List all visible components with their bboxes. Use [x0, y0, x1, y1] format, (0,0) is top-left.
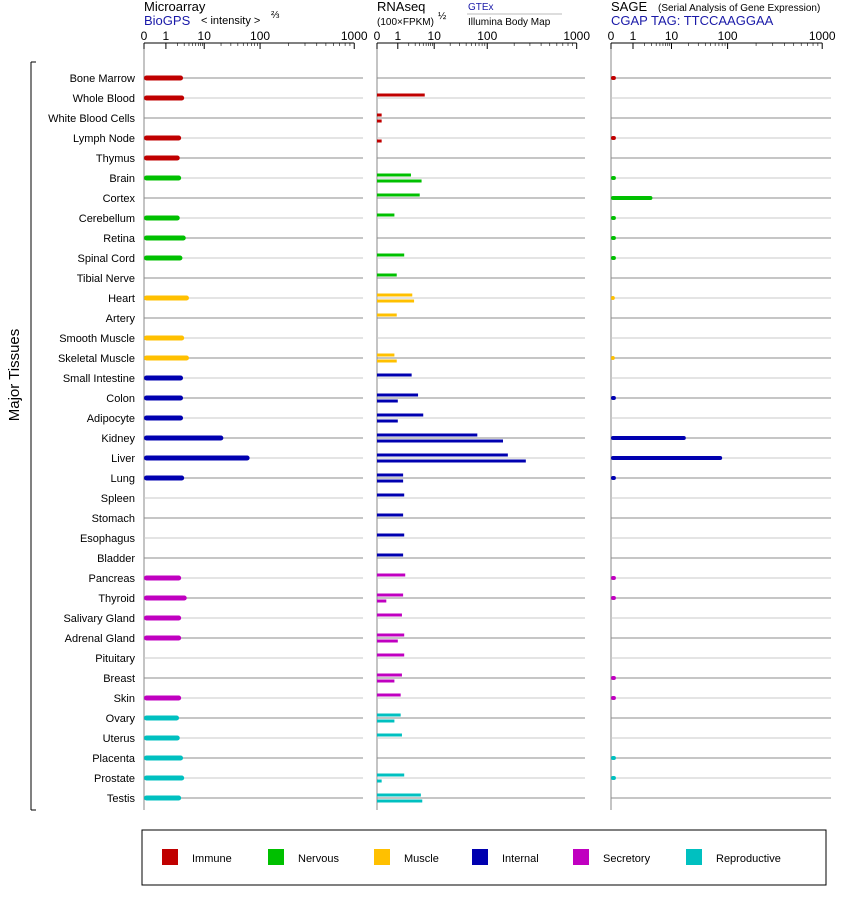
bar-rnaseq-illumina: [377, 720, 394, 723]
bar-microarray: [144, 216, 180, 221]
bar-microarray: [144, 716, 179, 721]
bar-microarray: [144, 596, 187, 601]
bar-rnaseq-gtex: [377, 414, 423, 417]
bar-microarray: [144, 236, 186, 241]
bar-rnaseq-gtex: [377, 774, 404, 777]
legend-label: Muscle: [404, 853, 439, 865]
bar-sage: [611, 776, 616, 780]
bar-sage: [611, 196, 652, 200]
rnaseq-tick-label: 10: [427, 29, 441, 43]
bar-microarray: [144, 576, 181, 581]
bar-rnaseq-illumina: [377, 180, 422, 183]
microarray-tick-label: 100: [250, 29, 271, 43]
axes: [141, 29, 836, 810]
bar-rnaseq-gtex: [377, 674, 402, 677]
tissue-label: Spinal Cord: [77, 253, 135, 265]
rnaseq-source-illumina: Illumina Body Map: [468, 17, 551, 28]
bar-rnaseq-gtex: [377, 654, 404, 657]
rnaseq-unit-label: (100×FPKM): [377, 17, 434, 28]
bar-rnaseq-gtex: [377, 174, 411, 177]
legend-label: Internal: [502, 853, 539, 865]
bar-rnaseq-gtex: [377, 294, 412, 297]
legend: [142, 830, 826, 885]
bar-microarray: [144, 96, 184, 101]
legend-swatch: [374, 849, 390, 865]
bar-sage: [611, 476, 616, 480]
bar-rnaseq-gtex: [377, 734, 402, 737]
tissue-label: Prostate: [94, 773, 135, 785]
bar-microarray: [144, 356, 189, 361]
bar-rnaseq-gtex: [377, 274, 397, 277]
bar-rnaseq-gtex: [377, 634, 404, 637]
rnaseq-tick-label: 0: [373, 29, 381, 43]
microarray-tick-label: 10: [197, 29, 211, 43]
bar-microarray: [144, 476, 184, 481]
bar-sage: [611, 76, 616, 80]
tissue-label: Colon: [106, 393, 135, 405]
tissue-label: Whole Blood: [72, 93, 135, 105]
rnaseq-header: [377, 0, 562, 28]
bar-rnaseq-illumina: [377, 640, 398, 643]
tissue-label: Adrenal Gland: [64, 633, 135, 645]
bar-rnaseq-illumina: [377, 420, 398, 423]
tissue-label: Tibial Nerve: [76, 273, 135, 285]
bar-rnaseq-gtex: [377, 594, 403, 597]
bar-rnaseq-gtex: [377, 454, 508, 457]
bar-microarray: [144, 636, 181, 641]
bar-rnaseq-gtex: [377, 794, 421, 797]
sage-tick-label: 10: [664, 29, 679, 43]
rnaseq-title: RNAseq: [377, 0, 426, 14]
sage-tick-label: 0: [607, 29, 615, 43]
bar-rnaseq-gtex: [377, 494, 404, 497]
bar-rnaseq-gtex: [377, 574, 405, 577]
tissue-label: Kidney: [101, 433, 135, 445]
legend-swatch: [573, 849, 589, 865]
tissue-label: Lung: [110, 473, 135, 485]
tissue-label: Artery: [105, 313, 135, 325]
tissue-label: Esophagus: [79, 533, 135, 545]
bar-rnaseq-illumina: [377, 300, 414, 303]
bar-rnaseq-gtex: [377, 354, 394, 357]
tissue-labels: [48, 73, 136, 805]
bar-sage: [611, 756, 616, 760]
bar-microarray: [144, 136, 181, 141]
bar-rnaseq-gtex: [377, 314, 397, 317]
tissue-label: Skin: [113, 693, 135, 705]
bar-microarray: [144, 756, 183, 761]
legend-label: Nervous: [298, 853, 339, 865]
bar-rnaseq-gtex: [377, 434, 477, 437]
sage-header: [611, 0, 820, 28]
bar-microarray: [144, 416, 183, 421]
bar-microarray: [144, 256, 182, 261]
sage-title-note: (Serial Analysis of Gene Expression): [658, 3, 821, 14]
bars: [144, 76, 722, 803]
legend-label: Secretory: [603, 853, 651, 865]
bar-rnaseq-gtex: [377, 94, 425, 97]
tissue-label: Liver: [111, 453, 135, 465]
bar-sage: [611, 256, 616, 260]
tissue-label: Ovary: [105, 713, 135, 725]
bar-rnaseq-illumina: [377, 480, 403, 483]
bar-sage: [611, 136, 616, 140]
microarray-header: [144, 0, 280, 28]
bar-microarray: [144, 436, 223, 441]
bar-sage: [611, 396, 616, 400]
tissue-label: Pancreas: [88, 573, 135, 585]
microarray-tick-label: 1: [162, 29, 170, 43]
rnaseq-tick-label: 100: [477, 29, 498, 43]
bar-sage: [611, 216, 616, 220]
microarray-unit-exponent: ⅔: [271, 10, 280, 21]
bar-rnaseq-illumina: [377, 140, 382, 143]
bar-rnaseq-illumina: [377, 680, 394, 683]
bar-rnaseq-illumina: [377, 600, 386, 603]
bar-rnaseq-illumina: [377, 400, 398, 403]
bar-rnaseq-gtex: [377, 114, 382, 117]
sage-source: CGAP TAG: TTCCAAGGAA: [611, 13, 774, 28]
bar-rnaseq-gtex: [377, 614, 402, 617]
bar-microarray: [144, 776, 184, 781]
row-gridlines: [144, 78, 831, 798]
rnaseq-unit-exponent: ½: [438, 11, 447, 22]
bar-sage: [611, 436, 686, 440]
rnaseq-axis: [374, 29, 591, 810]
bar-microarray: [144, 296, 189, 301]
bar-rnaseq-illumina: [377, 120, 382, 123]
tissue-label: Heart: [108, 293, 135, 305]
bar-microarray: [144, 796, 181, 801]
tissue-label: Stomach: [91, 513, 135, 525]
bar-rnaseq-gtex: [377, 534, 404, 537]
bar-microarray: [144, 176, 181, 181]
bar-sage: [611, 696, 616, 700]
bar-microarray: [144, 456, 250, 461]
sage-tick-label: 1: [629, 29, 637, 43]
rnaseq-source-gtex: GTEx: [468, 2, 494, 13]
tissue-label: Thymus: [95, 153, 135, 165]
bar-rnaseq-gtex: [377, 714, 401, 717]
bar-rnaseq-gtex: [377, 394, 418, 397]
bar-sage: [611, 576, 616, 580]
tissue-label: Skeletal Muscle: [57, 353, 135, 365]
sage-axis: [608, 29, 836, 810]
legend-label: Immune: [192, 853, 232, 865]
tissue-label: Cortex: [102, 193, 135, 205]
tissue-label: Adipocyte: [86, 413, 135, 425]
bar-rnaseq-illumina: [377, 360, 397, 363]
bar-rnaseq-gtex: [377, 514, 403, 517]
bar-rnaseq-gtex: [377, 254, 404, 257]
tissue-label: Pituitary: [95, 653, 135, 665]
bar-rnaseq-gtex: [377, 214, 394, 217]
tissue-label: Testis: [106, 793, 135, 805]
tissue-label: Spleen: [100, 493, 135, 505]
sage-tick-label: 1000: [808, 29, 836, 43]
tissue-label: Breast: [103, 673, 135, 685]
tissue-label: Bone Marrow: [69, 73, 135, 85]
tissue-label: Cerebellum: [78, 213, 135, 225]
bar-microarray: [144, 336, 184, 341]
bar-rnaseq-illumina: [377, 460, 526, 463]
bar-sage: [611, 456, 722, 460]
microarray-title: Microarray: [144, 0, 206, 14]
bar-rnaseq-gtex: [377, 194, 420, 197]
bar-rnaseq-gtex: [377, 474, 403, 477]
legend-swatch: [162, 849, 178, 865]
bar-sage: [611, 236, 616, 240]
legend-label: Reproductive: [716, 853, 781, 865]
tissue-label: Small Intestine: [62, 373, 135, 385]
bar-microarray: [144, 736, 180, 741]
legend-swatch: [268, 849, 284, 865]
sage-tick-label: 100: [717, 29, 738, 43]
group-bracket: [6, 62, 36, 810]
group-label: Major Tissues: [6, 328, 23, 422]
tissue-label: Lymph Node: [73, 133, 135, 145]
bar-rnaseq-gtex: [377, 374, 412, 377]
bar-sage: [611, 596, 616, 600]
legend-swatch: [686, 849, 702, 865]
tissue-label: Bladder: [97, 553, 135, 565]
bar-sage: [611, 676, 616, 680]
microarray-tick-label: 1000: [340, 29, 368, 43]
bar-rnaseq-illumina: [377, 780, 382, 783]
tissue-label: White Blood Cells: [48, 113, 135, 125]
bar-microarray: [144, 76, 183, 81]
tissue-label: Thyroid: [98, 593, 135, 605]
bar-sage: [611, 176, 616, 180]
bar-rnaseq-gtex: [377, 694, 401, 697]
bar-microarray: [144, 616, 181, 621]
bar-microarray: [144, 156, 180, 161]
tissue-label: Placenta: [92, 753, 135, 765]
sage-title: SAGE: [611, 0, 648, 14]
tissue-label: Smooth Muscle: [59, 333, 135, 345]
microarray-source: BioGPS: [144, 13, 191, 28]
tissue-label: Retina: [103, 233, 135, 245]
tissue-label: Salivary Gland: [63, 613, 135, 625]
bar-microarray: [144, 396, 183, 401]
tissue-label: Uterus: [102, 733, 135, 745]
bar-microarray: [144, 376, 183, 381]
legend-swatch: [472, 849, 488, 865]
bar-rnaseq-illumina: [377, 800, 422, 803]
tissue-label: Brain: [109, 173, 135, 185]
bar-microarray: [144, 696, 181, 701]
microarray-unit-label: < intensity >: [201, 15, 261, 27]
rnaseq-tick-label: 1000: [563, 29, 591, 43]
bar-sage: [611, 296, 615, 300]
rnaseq-tick-label: 1: [394, 29, 402, 43]
bar-sage: [611, 356, 615, 360]
bar-rnaseq-gtex: [377, 554, 403, 557]
bar-rnaseq-illumina: [377, 440, 503, 443]
microarray-tick-label: 0: [140, 29, 148, 43]
